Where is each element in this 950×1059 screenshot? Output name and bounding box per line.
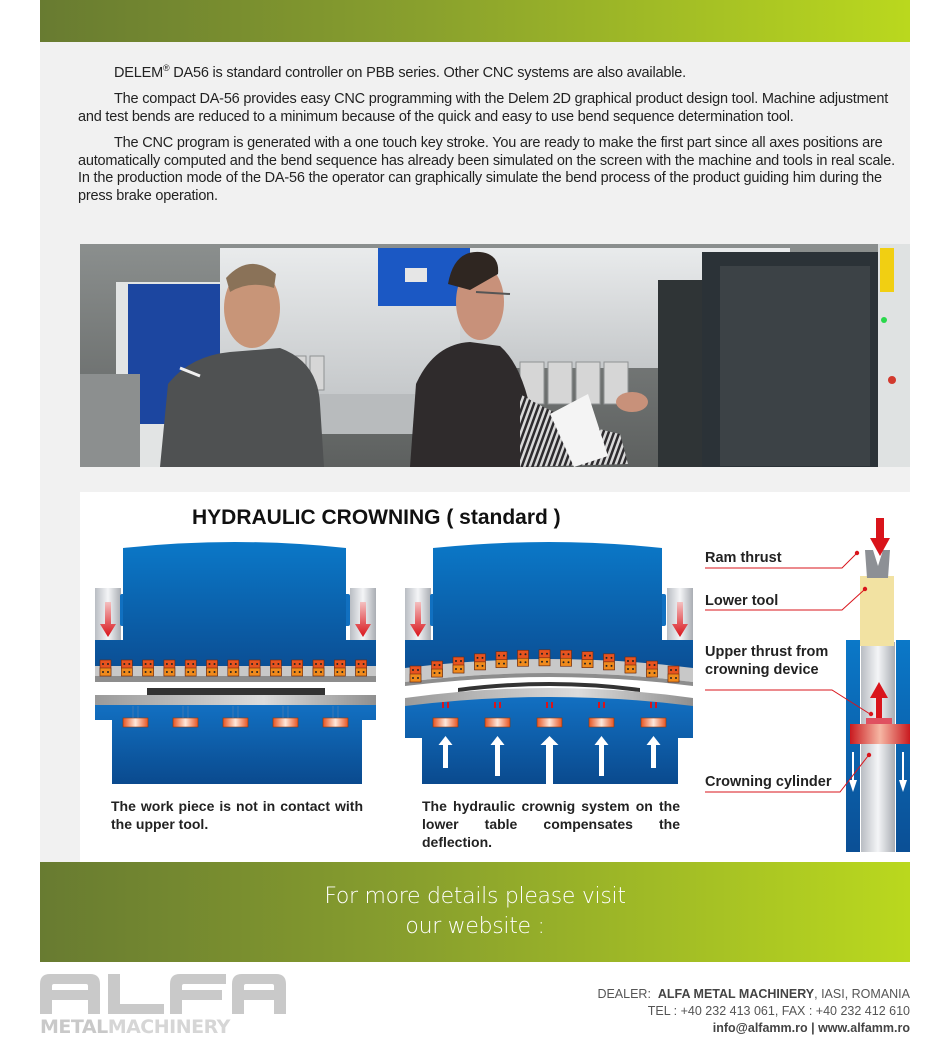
intro-text xyxy=(78,60,898,214)
caption-left: The work piece is not in contact with the upper tool. xyxy=(111,798,363,832)
intro-paragraph-3: The CNC program is generated with a one touch key stroke. You are ready to make the first part since all axes positions are automatically computed and the bend sequence has already been simulated on the screen with the machine and tools in real scale. In the production mode of the DA-56 the operator can graphically simulate the bend process of the product guiding him during the press brake operation. xyxy=(78,135,895,204)
dealer-website-link[interactable]: www.alfamm.ro xyxy=(818,1021,910,1035)
intro-paragraph-1-text: DA56 is standard controller on PBB series. Other CNC systems are also available. xyxy=(169,64,686,81)
alfa-logo-wordmark xyxy=(38,972,288,1014)
dealer-line xyxy=(597,986,910,1003)
label-upper-thrust-line-2: crowning device xyxy=(705,662,819,678)
logo-machinery: MACHINERY xyxy=(107,1016,230,1038)
label-ram-thrust: Ram thrust xyxy=(705,550,782,566)
dealer-name: ALFA METAL MACHINERY xyxy=(657,987,815,1001)
brand-delem: DELEM xyxy=(114,64,163,81)
label-upper-thrust-line-1: Upper thrust from xyxy=(705,644,829,660)
dealer-info xyxy=(597,986,910,1037)
banner-line-1: For more details please visit xyxy=(324,884,626,909)
dealer-phones: TEL : +40 232 413 061, FAX : +40 232 412 610 xyxy=(647,1004,910,1018)
operators-photo xyxy=(80,244,910,467)
contact-separator: | xyxy=(811,1021,815,1035)
top-green-bar xyxy=(40,0,910,42)
website-banner xyxy=(40,862,910,962)
label-lower-tool: Lower tool xyxy=(705,593,779,609)
dealer-label: DEALER: xyxy=(597,987,651,1001)
label-crowning-cylinder: Crowning cylinder xyxy=(705,774,832,790)
dealer-location: , IASI, ROMANIA xyxy=(814,987,910,1001)
banner-line-2: our website : xyxy=(405,914,545,939)
operators-photo-image xyxy=(80,244,910,467)
intro-paragraph-2: The compact DA-56 provides easy CNC programming with the Delem 2D graphical product design tool. Machine adjustment and test bends are reduced to a minimum because of the quick and easy to use bend sequence determination tool. xyxy=(78,91,889,125)
hydraulic-crowning-diagram xyxy=(80,492,910,862)
alfa-logo-subtitle xyxy=(40,1016,230,1038)
intro-paragraph-1 xyxy=(78,60,898,82)
logo-metal: METAL xyxy=(40,1016,108,1038)
registered-mark: ® xyxy=(162,63,170,73)
diagram-title: HYDRAULIC CROWNING ( standard ) xyxy=(192,506,561,529)
dealer-email-link[interactable]: info@alfamm.ro xyxy=(712,1021,808,1035)
caption-right: The hydraulic crownig system on the lower table compensates the deflection. xyxy=(422,798,680,850)
dealer-contact xyxy=(597,1020,910,1037)
cross-section-figure xyxy=(846,518,910,852)
